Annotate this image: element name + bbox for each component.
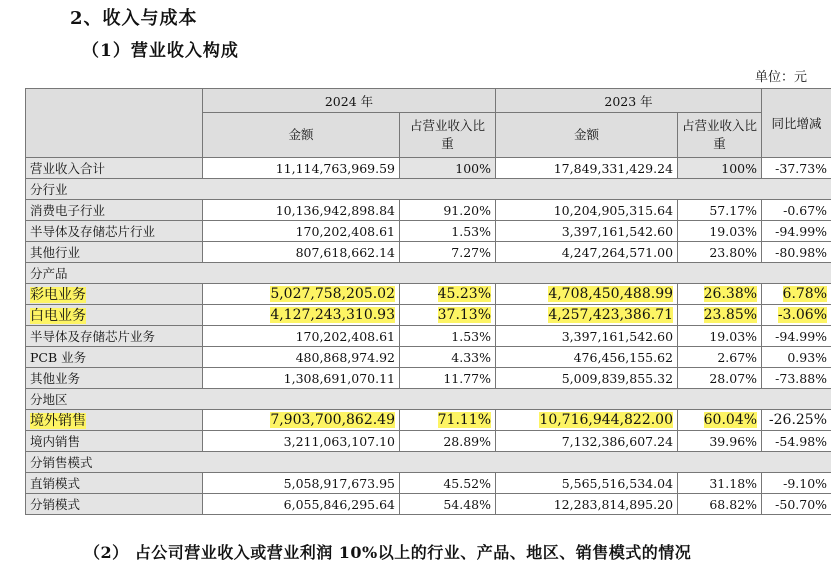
row-label: 其他行业 bbox=[26, 242, 203, 263]
share-2024: 1.53% bbox=[400, 221, 496, 242]
share-2023 bbox=[678, 410, 762, 431]
amount-2023: 5,009,839,855.32 bbox=[496, 368, 678, 389]
yoy: -0.67% bbox=[762, 200, 831, 221]
amount-2024: 807,618,662.14 bbox=[203, 242, 400, 263]
table-row bbox=[26, 347, 831, 368]
highlight-mark: 5,027,758,205.02 bbox=[270, 286, 395, 302]
table-row bbox=[26, 473, 831, 494]
row-label: 直销模式 bbox=[26, 473, 203, 494]
highlight-mark: 4,708,450,488.99 bbox=[548, 286, 674, 302]
unit-label: 单位：元 bbox=[754, 70, 807, 85]
share-2024 bbox=[400, 410, 496, 431]
row-label bbox=[26, 410, 203, 431]
header-amount-2024: 金额 bbox=[203, 113, 400, 158]
yoy: -50.70% bbox=[762, 494, 831, 515]
header-yoy: 同比增减 bbox=[762, 89, 831, 158]
header-year-2023: 2023 年 bbox=[496, 89, 762, 113]
table-row bbox=[26, 221, 831, 242]
total-row bbox=[26, 158, 831, 179]
highlight-mark: 71.11% bbox=[437, 412, 492, 428]
highlight-mark: 7,903,700,862.49 bbox=[270, 412, 395, 428]
table-row bbox=[26, 368, 831, 389]
total-label: 营业收入合计 bbox=[26, 158, 203, 179]
header-share-2023: 占营业收入比重 bbox=[678, 113, 762, 158]
share-2024 bbox=[400, 305, 496, 326]
table-row-highlighted bbox=[26, 410, 831, 431]
share-2023: 28.07% bbox=[678, 368, 762, 389]
table-row bbox=[26, 326, 831, 347]
section-row-industry bbox=[26, 179, 831, 200]
highlight-mark: 4,127,243,310.93 bbox=[270, 307, 395, 323]
share-2023: 19.03% bbox=[678, 221, 762, 242]
share-2024: 1.53% bbox=[400, 326, 496, 347]
row-label bbox=[26, 305, 203, 326]
section-title: 分销售模式 bbox=[26, 452, 831, 473]
amount-2024: 480,868,974.92 bbox=[203, 347, 400, 368]
row-label: 消费电子行业 bbox=[26, 200, 203, 221]
total-share-2023: 100% bbox=[678, 158, 762, 179]
yoy: 0.93% bbox=[762, 347, 831, 368]
subsection-heading: （1）营业收入构成 bbox=[82, 41, 239, 61]
row-label: 境内销售 bbox=[26, 431, 203, 452]
share-2023: 2.67% bbox=[678, 347, 762, 368]
header-row-years bbox=[26, 89, 831, 113]
highlight-mark: 37.13% bbox=[437, 307, 492, 323]
share-2023 bbox=[678, 305, 762, 326]
table-row bbox=[26, 431, 831, 452]
table-row bbox=[26, 494, 831, 515]
share-2023: 31.18% bbox=[678, 473, 762, 494]
highlight-mark: 45.23% bbox=[437, 286, 492, 302]
row-label bbox=[26, 284, 203, 305]
share-2024: 7.27% bbox=[400, 242, 496, 263]
share-2024: 4.33% bbox=[400, 347, 496, 368]
amount-2023: 7,132,386,607.24 bbox=[496, 431, 678, 452]
share-2023: 68.82% bbox=[678, 494, 762, 515]
yoy: -9.10% bbox=[762, 473, 831, 494]
amount-2023: 10,204,905,315.64 bbox=[496, 200, 678, 221]
section-row-region bbox=[26, 389, 831, 410]
row-label: 其他业务 bbox=[26, 368, 203, 389]
section-row-product bbox=[26, 263, 831, 284]
amount-2023 bbox=[496, 305, 678, 326]
section-title: 分地区 bbox=[26, 389, 831, 410]
highlight-mark: 23.85% bbox=[703, 307, 758, 323]
header-year-2024: 2024 年 bbox=[203, 89, 496, 113]
table-row bbox=[26, 242, 831, 263]
section-heading: 2、收入与成本 bbox=[70, 8, 198, 29]
share-2023: 39.96% bbox=[678, 431, 762, 452]
yoy: -94.99% bbox=[762, 221, 831, 242]
amount-2023: 4,247,264,571.00 bbox=[496, 242, 678, 263]
share-2024: 91.20% bbox=[400, 200, 496, 221]
row-label: 分销模式 bbox=[26, 494, 203, 515]
amount-2024: 6,055,846,295.64 bbox=[203, 494, 400, 515]
highlight-mark: 彩电业务 bbox=[30, 287, 86, 303]
highlight-mark: 26.38% bbox=[703, 286, 758, 302]
total-yoy: -37.73% bbox=[762, 158, 831, 179]
header-amount-2023: 金额 bbox=[496, 113, 678, 158]
amount-2024: 3,211,063,107.10 bbox=[203, 431, 400, 452]
highlight-mark: 10,716,944,822.00 bbox=[539, 412, 674, 428]
amount-2023: 3,397,161,542.60 bbox=[496, 326, 678, 347]
amount-2024 bbox=[203, 305, 400, 326]
yoy bbox=[762, 284, 831, 305]
header-share-2024: 占营业收入比重 bbox=[400, 113, 496, 158]
amount-2023 bbox=[496, 410, 678, 431]
amount-2024: 1,308,691,070.11 bbox=[203, 368, 400, 389]
section-title: 分行业 bbox=[26, 179, 831, 200]
highlight-mark: 境外销售 bbox=[30, 413, 86, 429]
table-row-highlighted bbox=[26, 284, 831, 305]
amount-2024: 10,136,942,898.84 bbox=[203, 200, 400, 221]
share-2024: 28.89% bbox=[400, 431, 496, 452]
amount-2023 bbox=[496, 284, 678, 305]
amount-2024: 5,058,917,673.95 bbox=[203, 473, 400, 494]
total-amount-2023: 17,849,331,429.24 bbox=[496, 158, 678, 179]
amount-2024: 170,202,408.61 bbox=[203, 326, 400, 347]
header-blank-cell bbox=[26, 89, 203, 158]
yoy: -26.25% bbox=[762, 410, 831, 431]
total-amount-2024: 11,114,763,969.59 bbox=[203, 158, 400, 179]
amount-2023: 3,397,161,542.60 bbox=[496, 221, 678, 242]
amount-2023: 12,283,814,895.20 bbox=[496, 494, 678, 515]
highlight-mark: 白电业务 bbox=[30, 308, 86, 324]
yoy: -80.98% bbox=[762, 242, 831, 263]
amount-2023: 476,456,155.62 bbox=[496, 347, 678, 368]
highlight-mark: 60.04% bbox=[703, 412, 758, 428]
amount-2024: 170,202,408.61 bbox=[203, 221, 400, 242]
section-title: 分产品 bbox=[26, 263, 831, 284]
highlight-mark: 6.78% bbox=[782, 286, 828, 302]
share-2023: 19.03% bbox=[678, 326, 762, 347]
yoy: -54.98% bbox=[762, 431, 831, 452]
share-2024: 45.52% bbox=[400, 473, 496, 494]
total-share-2024: 100% bbox=[400, 158, 496, 179]
amount-2024 bbox=[203, 284, 400, 305]
yoy bbox=[762, 305, 831, 326]
table-row-highlighted bbox=[26, 305, 831, 326]
share-2024 bbox=[400, 284, 496, 305]
next-section-heading: （2） 占公司营业收入或营业利润 10%以上的行业、产品、地区、销售模式的情况 bbox=[84, 543, 692, 562]
share-2023: 57.17% bbox=[678, 200, 762, 221]
highlight-mark: 4,257,423,386.71 bbox=[548, 307, 674, 323]
amount-2024 bbox=[203, 410, 400, 431]
share-2023 bbox=[678, 284, 762, 305]
share-2023: 23.80% bbox=[678, 242, 762, 263]
row-label: 半导体及存储芯片业务 bbox=[26, 326, 203, 347]
share-2024: 11.77% bbox=[400, 368, 496, 389]
highlight-mark: -3.06% bbox=[777, 307, 828, 323]
row-label: 半导体及存储芯片行业 bbox=[26, 221, 203, 242]
revenue-composition-table bbox=[25, 88, 831, 515]
share-2024: 54.48% bbox=[400, 494, 496, 515]
table-row bbox=[26, 200, 831, 221]
yoy: -94.99% bbox=[762, 326, 831, 347]
yoy: -73.88% bbox=[762, 368, 831, 389]
row-label: PCB 业务 bbox=[26, 347, 203, 368]
section-row-sales-mode bbox=[26, 452, 831, 473]
amount-2023: 5,565,516,534.04 bbox=[496, 473, 678, 494]
